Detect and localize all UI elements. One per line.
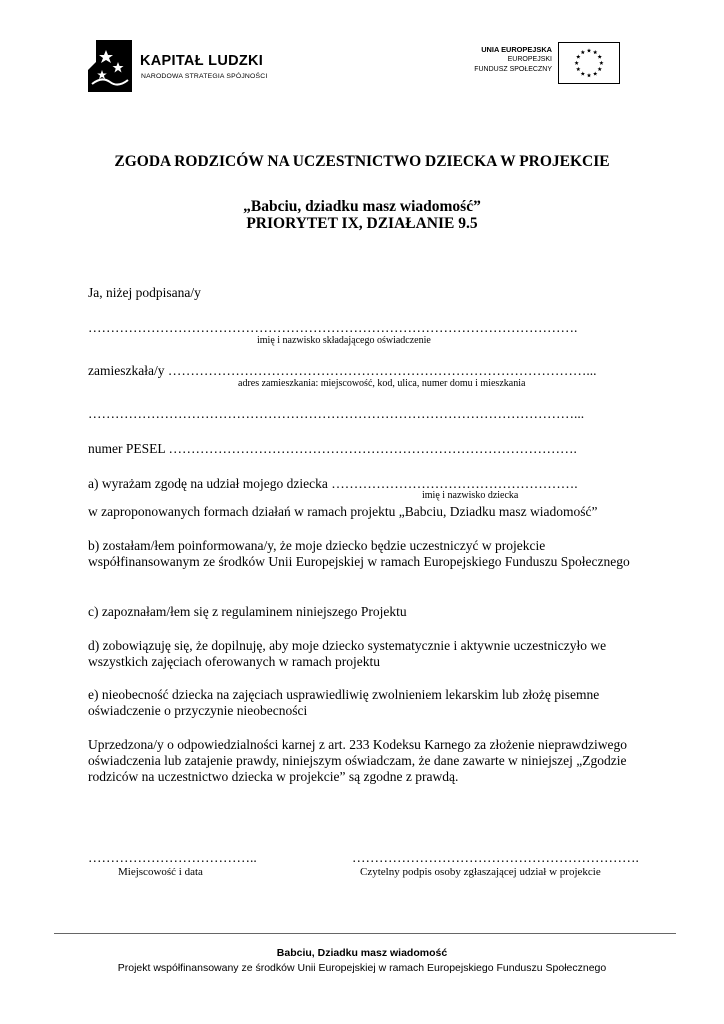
eu-star-icon xyxy=(581,71,585,75)
priority-line: PRIORYTET IX, DZIAŁANIE 9.5 xyxy=(246,215,478,232)
eu-line-2: EUROPEJSKI xyxy=(507,56,552,63)
eu-star-icon xyxy=(587,48,591,52)
statement-d: d) zobowiązuję się, że dopilnuję, aby moje dziecko systematycznie i aktywnie uczestniczyło we wszystkich zajęciach oferowanych w ramach projektu xyxy=(88,638,607,669)
eu-star-icon xyxy=(581,50,585,54)
eu-star-icon xyxy=(598,55,602,59)
name-caption: imię i nazwisko składającego oświadczenie xyxy=(257,335,431,346)
place-date-line[interactable]: ……………………………….. xyxy=(88,850,257,865)
consent-child-line[interactable]: a) wyrażam zgodę na udział mojego dziecka ………………………………………………. xyxy=(88,476,578,491)
place-date-caption: Miejscowość i data xyxy=(118,866,203,878)
statement-e: e) nieobecność dziecka na zajęciach usprawiedliwię zwolnieniem lekarskim lub złożę pisemne oświadczenie o przyczynie nieobecności xyxy=(88,687,600,718)
eu-star-icon xyxy=(576,55,580,59)
footer-project-name: Babciu, Dziadku masz wiadomość xyxy=(276,947,448,959)
kapital-ludzki-title: KAPITAŁ LUDZKI xyxy=(140,53,264,69)
consent-child-continuation: w zaproponowanych formach działań w ramach projektu „Babciu, Dziadku masz wiadomość” xyxy=(88,504,598,519)
eu-line-3: FUNDUSZ SPOŁECZNY xyxy=(474,66,552,73)
child-name-caption: imię i nazwisko dziecka xyxy=(422,490,519,501)
eu-star-icon xyxy=(598,67,602,71)
eu-star-icon xyxy=(593,71,597,75)
statement-c: c) zapoznałam/łem się z regulaminem niniejszego Projektu xyxy=(88,604,407,619)
eu-text xyxy=(474,45,552,75)
kapital-ludzki-logo xyxy=(88,40,288,92)
intro-text: Ja, niżej podpisana/y xyxy=(88,285,201,300)
eu-star-icon xyxy=(587,73,591,77)
pesel-input-line[interactable]: numer PESEL ………………………………………………………………………………. xyxy=(88,441,577,456)
project-name: „Babciu, dziadku masz wiadomość” xyxy=(243,198,481,215)
signature-caption: Czytelny podpis osoby zgłaszającej udział w projekcie xyxy=(360,866,601,878)
eu-star-icon xyxy=(576,67,580,71)
eu-star-icon xyxy=(574,61,578,65)
statement-b: b) zostałam/łem poinformowana/y, że moje dziecko będzie uczestniczyć w projekcie współfinansowanym ze środków Unii Europejskiej w ramach Europejskiego Funduszu Społecznego xyxy=(88,538,630,569)
name-input-line[interactable]: ………………………………………………………………………………………………. xyxy=(88,320,578,335)
address-caption: adres zamieszkania: miejscowość, kod, ulica, numer domu i mieszkania xyxy=(238,378,526,389)
kapital-ludzki-subtitle: NARODOWA STRATEGIA SPÓJNOŚCI xyxy=(141,73,268,80)
legal-warning: Uprzedzona/y o odpowiedzialności karnej z art. 233 Kodeksu Karnego za złożenie nieprawdziwego oświadczenia lub zatajenie prawdy, niniejszym oświadczam, że dane zawarte w niniejszej „Zgodzie rodziców na uczestnictwo dziecka w projekcie” są zgodne z prawdą. xyxy=(88,737,628,784)
document-title: ZGODA RODZICÓW NA UCZESTNICTWO DZIECKA W PROJEKCIE xyxy=(114,153,610,170)
eu-line-1: UNIA EUROPEJSKA xyxy=(481,45,552,54)
eu-star-icon xyxy=(593,50,597,54)
signature-line[interactable]: ………………………………………………………. xyxy=(352,850,639,865)
footer-cofinancing: Projekt współfinansowany ze środków Unii Europejskiej w ramach Europejskiego Funduszu Społecznego xyxy=(117,962,607,974)
eu-logo xyxy=(440,42,620,84)
address-input-line-2[interactable]: ………………………………………………………………………………………………... xyxy=(88,406,585,421)
kapital-ludzki-emblem-icon xyxy=(88,40,132,92)
eu-star-icon xyxy=(599,61,603,65)
address-input-line[interactable]: zamieszkała/y …………………………………………………………………………………... xyxy=(88,363,597,378)
footer-divider xyxy=(54,933,676,934)
eu-flag-icon xyxy=(558,42,620,84)
